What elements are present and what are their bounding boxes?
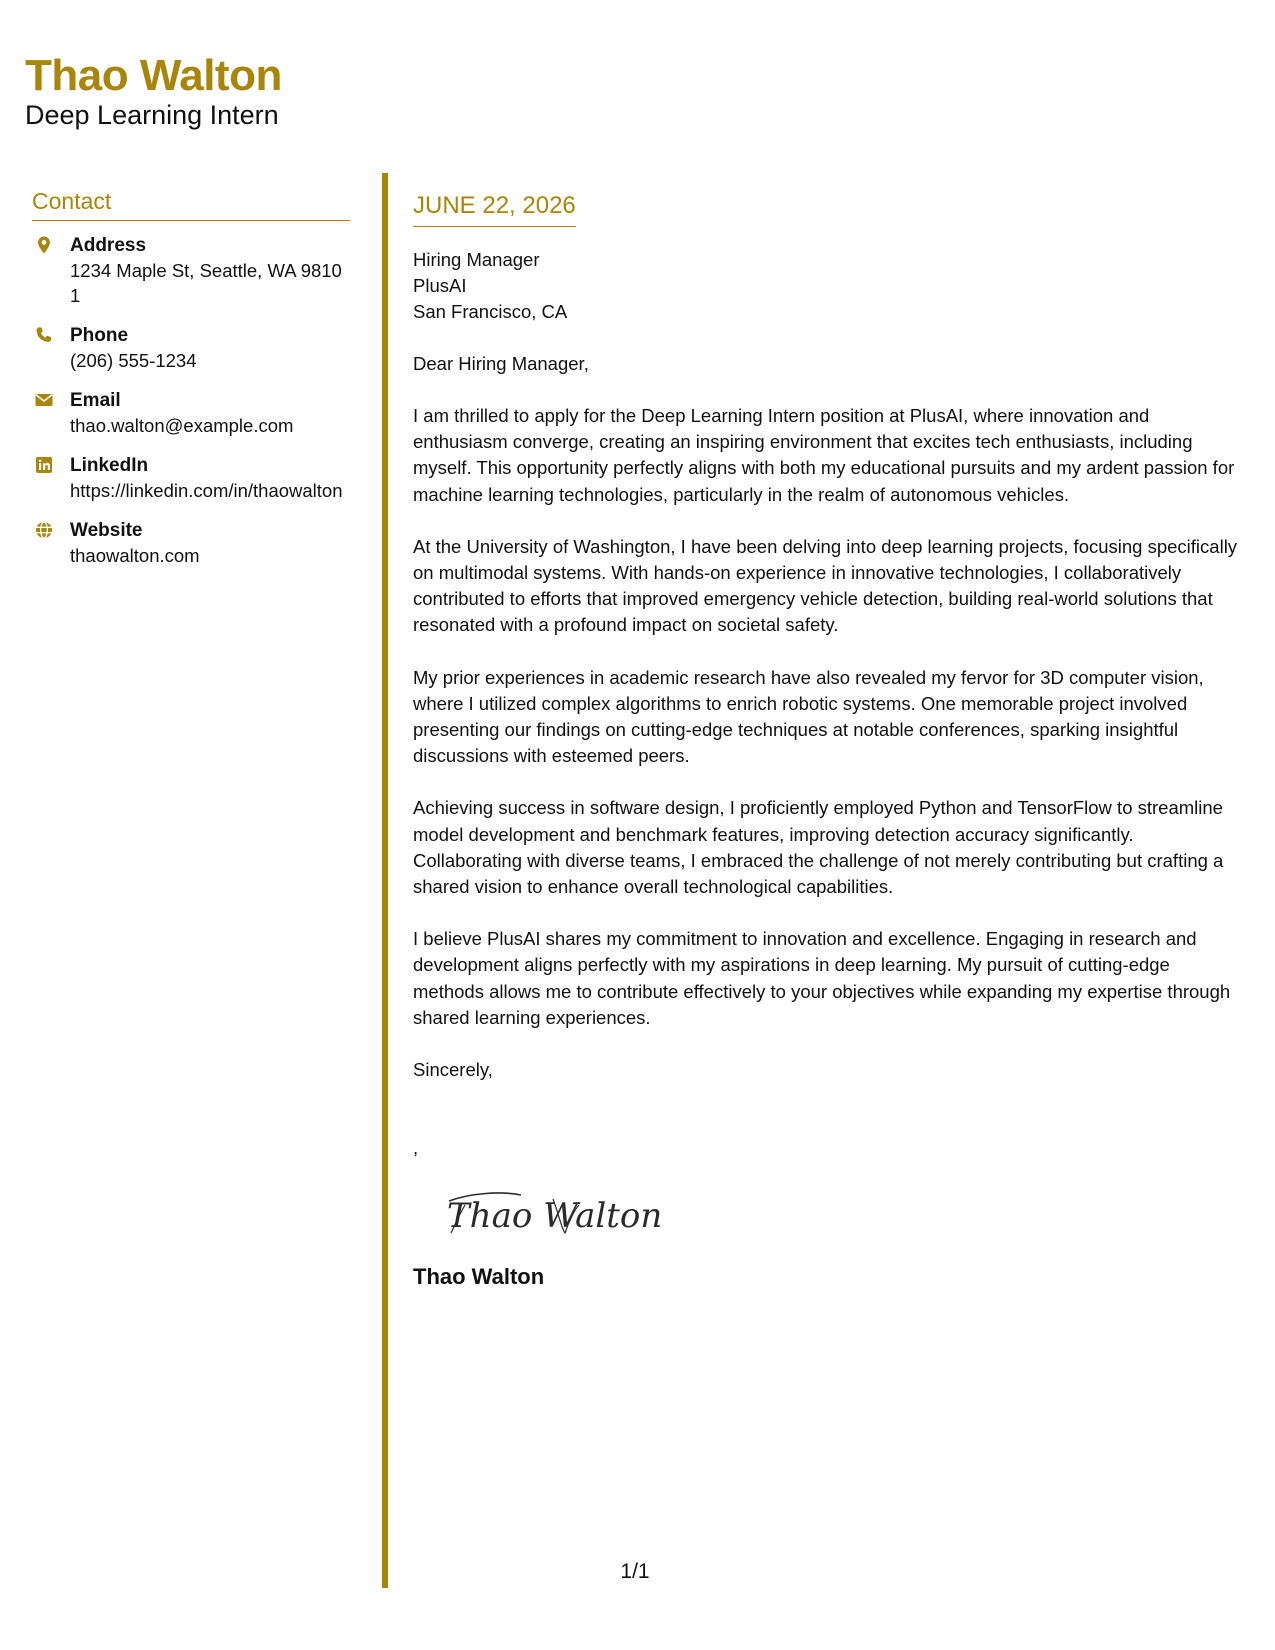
recipient-name: Hiring Manager [413,249,540,270]
envelope-icon [34,390,54,410]
contact-sidebar [32,186,350,583]
letter-date: JUNE 22, 2026 [413,190,576,227]
recipient-block [413,247,1243,325]
contact-value: 1234 Maple St, Seattle, WA 98101 [70,260,342,306]
contact-heading: Contact [32,186,350,221]
contact-label: Address [70,235,147,256]
contact-item-linkedin [32,453,350,503]
applicant-name: Thao Walton [25,51,282,100]
recipient-company: PlusAI [413,275,467,296]
page-number: 1/1 [620,1560,650,1583]
handwritten-signature [441,1175,661,1245]
body-paragraph: My prior experiences in academic research have also revealed my fervor for 3D computer vision, where I utilized complex algorithms to enrich robotic systems. One memorable project involved presenting our findings on cutting-edge techniques at notable conferences, sparking insightful discussions with esteemed peers. [413,666,1204,767]
contact-link[interactable]: https://linkedin.com/in/thaowalton [70,480,343,501]
contact-label: Email [70,390,121,411]
body-paragraph: Achieving success in software design, I proficiently employed Python and TensorFlow to streamline model development and benchmark features, improving detection accuracy significantly. Collaborating with diverse teams, I embraced the challenge of not merely contributing but crafting a shared vision to enhance overall technological capabilities. [413,797,1224,898]
recipient-location: San Francisco, CA [413,301,568,322]
contact-label: Phone [70,325,129,346]
body-paragraph: I believe PlusAI shares my commitment to innovation and excellence. Engaging in research and development aligns perfectly with my aspirations in deep learning. My pursuit of cutting-edge methods allows me to contribute effectively to your objectives while expanding my expertise through shared learning experiences. [413,928,1231,1028]
contact-item-phone [32,323,350,373]
map-pin-icon [34,235,54,255]
contact-value: thao.walton@example.com [70,415,294,436]
signature-comma: , [413,1137,419,1159]
salutation: Dear Hiring Manager, [413,353,589,374]
signer-name: Thao Walton [413,1264,545,1290]
contact-value: (206) 555-1234 [70,350,197,371]
contact-label: LinkedIn [70,455,149,476]
applicant-title: Deep Learning Intern [25,100,279,130]
contact-item-address [32,233,350,308]
letter-body [413,190,1243,1292]
column-divider [382,173,388,1588]
linkedin-icon [34,455,54,475]
contact-link[interactable]: thaowalton.com [70,545,200,566]
body-paragraph: At the University of Washington, I have been delving into deep learning projects, focusing specifically on multimodal systems. With hands-on experience in innovative technologies, I collaboratively contributed to efforts that improved emergency vehicle detection, building real-world solutions that resonated with a profound impact on societal safety. [413,535,1238,636]
contact-item-email [32,388,350,438]
body-paragraph: I am thrilled to apply for the Deep Learning Intern position at PlusAI, where innovation and enthusiasm converge, creating an inspiring environment that excites tech enthusiasts, including myself. This opportunity perfectly aligns with both my educational pursuits and my ardent passion for machine learning technologies, particularly in the realm of autonomous vehicles. [413,405,1235,505]
globe-icon [34,520,54,540]
contact-label: Website [70,520,143,541]
contact-item-website [32,518,350,568]
svg-text:Thao Walton: Thao Walton [447,1196,661,1237]
phone-icon [34,325,54,345]
closing: Sincerely, [413,1059,493,1081]
